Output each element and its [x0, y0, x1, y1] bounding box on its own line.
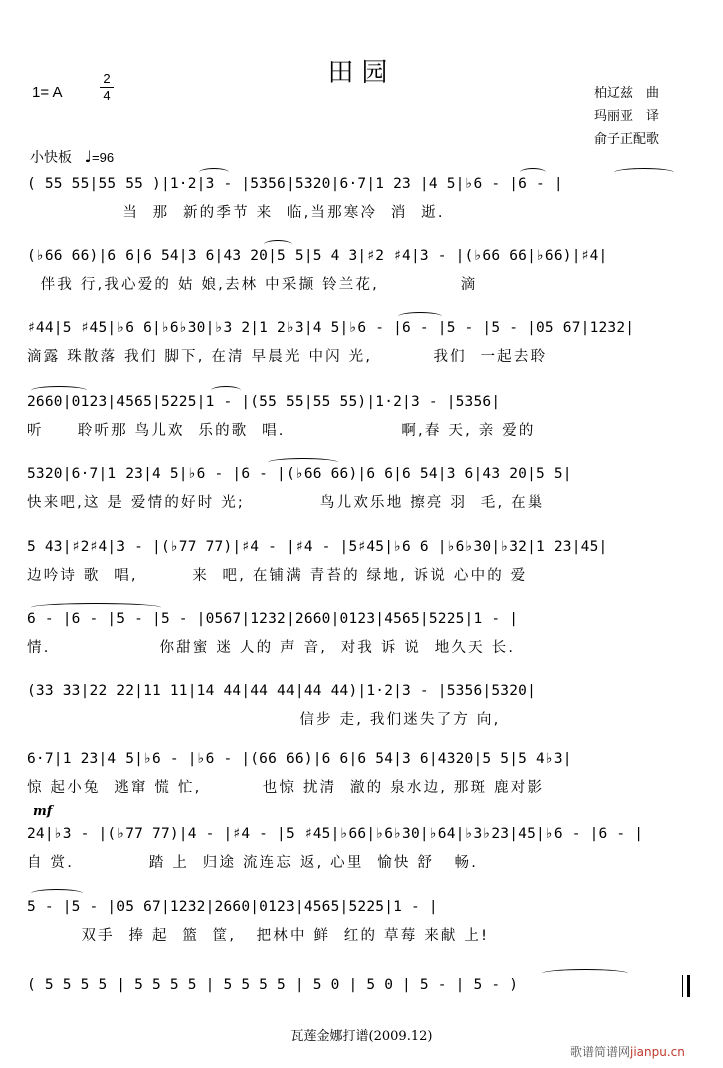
notation-line: ( 55 55|55 55 )|1·2|3 - |5356|5320|6·7|1 23 |4 5|♭6 - |6 - | — [27, 176, 563, 192]
score-system-10 — [27, 824, 695, 874]
score-system-2 — [27, 246, 695, 296]
notation-line: 2660|0123|4565|5225|1 - |(55 55|55 55)|1·2|3 - |5356| — [27, 394, 501, 410]
time-signature-top: 2 — [103, 71, 111, 86]
notation-line: 6·7|1 23|4 5|♭6 - |♭6 - |(66 66)|6 6|6 54|3 6|4320|5 5|5 4♭3| — [27, 751, 572, 767]
score-system-8 — [27, 681, 695, 731]
lyrics-line: 伴我 行,我心爱的 姑 娘,去林 中采撷 铃兰花, 滴 — [27, 277, 478, 293]
score-system-11 — [27, 897, 695, 947]
tempo-marking — [30, 147, 114, 167]
slur-mark — [398, 312, 442, 321]
notation-line: ( 5 5 5 5 | 5 5 5 5 | 5 5 5 5 | 5 0 | 5 0 | 5 - | 5 - ) — [27, 977, 519, 993]
key-signature: 1= A — [32, 84, 63, 101]
slur-mark — [211, 386, 241, 395]
lyrics-line: 听 聆听那 鸟儿欢 乐的歌 唱. 啊,春 天, 亲 爱的 — [27, 423, 536, 439]
quarter-note-icon: ♩ — [84, 147, 92, 166]
slur-mark — [264, 240, 292, 249]
dynamic-marking: mf — [33, 804, 53, 819]
tempo-bpm: =96 — [92, 150, 115, 165]
composer-credit: 柏辽兹 曲 — [594, 86, 660, 101]
score-system-7 — [27, 609, 695, 659]
notation-line: (33 33|22 22|11 11|14 44|44 44|44 44)|1·2|3 - |5356|5320| — [27, 683, 536, 699]
slur-mark — [31, 889, 83, 898]
notation-line: ♯44|5 ♯45|♭6 6|♭6♭30|♭3 2|1 2♭3|4 5|♭6 - |6 - |5 - |5 - |05 67|1232| — [27, 320, 635, 336]
lyrics-line: 边吟诗 歌 唱, 来 吧, 在铺满 青苔的 绿地, 诉说 心中的 爱 — [27, 568, 528, 584]
lyrics-line: 信步 走, 我们迷失了方 向, — [27, 712, 501, 728]
notation-line: 5320|6·7|1 23|4 5|♭6 - |6 - |(♭66 66)|6 6|6 54|3 6|43 20|5 5| — [27, 466, 572, 482]
score-system-5 — [27, 464, 695, 514]
slur-mark — [31, 386, 87, 395]
lyrics-line: 当 那 新的季节 来 临,当那寒冷 消 逝. — [27, 205, 445, 221]
slur-mark — [614, 168, 674, 177]
slur-mark — [268, 458, 338, 467]
lyrics-line: 快来吧,这 是 爱情的好时 光; 鸟儿欢乐地 擦亮 羽 毛, 在巢 — [27, 495, 545, 511]
tempo-text: 小快板 — [30, 150, 72, 166]
credits — [594, 82, 659, 151]
watermark-domain: jianpu.cn — [630, 1045, 685, 1059]
time-signature-bottom: 4 — [103, 88, 111, 103]
score-system-3 — [27, 318, 695, 368]
score-system-9 — [27, 749, 695, 799]
lyrics-line: 情. 你甜蜜 迷 人的 声 音, 对我 诉 说 地久天 长. — [27, 640, 516, 656]
lyrics-line: 滴露 珠散落 我们 脚下, 在清 早晨光 中闪 光, 我们 一起去聆 — [27, 349, 548, 365]
score-system-4 — [27, 392, 695, 442]
score-title: 田园 — [327, 58, 396, 88]
arranger-credit: 俞子正配歌 — [594, 132, 660, 147]
lyrics-line: 自 赏. 踏 上 归途 流连忘 返, 心里 愉快 舒 畅. — [27, 855, 479, 871]
site-watermark — [570, 1043, 685, 1060]
final-barline — [682, 975, 690, 997]
notation-line: 5 - |5 - |05 67|1232|2660|0123|4565|5225|1 - | — [27, 899, 438, 915]
transcriber-credit: 瓦莲金娜打谱(2009.12) — [290, 1029, 433, 1044]
score-system-1 — [27, 174, 695, 224]
notation-line: 6 - |6 - |5 - |5 - |0567|1232|2660|0123|4565|5225|1 - | — [27, 611, 519, 627]
slur-mark — [520, 168, 546, 177]
translator-credit: 玛丽亚 译 — [594, 109, 660, 124]
notation-line: 24|♭3 - |(♭77 77)|4 - |♯4 - |5 ♯45|♭66|♭6♭30|♭64|♭3♭23|45|♭6 - |6 - | — [27, 826, 644, 842]
notation-line: (♭66 66)|6 6|6 54|3 6|43 20|5 5|5 4 3|♯2 ♯4|3 - |(♭66 66|♭66)|♯4| — [27, 248, 608, 264]
score-system-12 — [27, 975, 695, 995]
notation-line: 5 43|♯2♯4|3 - |(♭77 77)|♯4 - |♯4 - |5♯45|♭6 6 |♭6♭30|♭32|1 23|45| — [27, 539, 608, 555]
lyrics-line: 惊 起小兔 逃窜 慌 忙, 也惊 扰清 澈的 泉水边, 那斑 鹿对影 — [27, 780, 545, 796]
lyrics-line: 双手 捧 起 篮 筐, 把林中 鲜 红的 草莓 来献 上! — [27, 928, 490, 944]
slur-mark — [199, 168, 229, 177]
score-system-6 — [27, 537, 695, 587]
slur-mark — [542, 969, 628, 978]
watermark-text: 歌谱简谱网 — [570, 1045, 631, 1059]
slur-mark — [31, 603, 161, 612]
time-signature — [100, 72, 114, 103]
